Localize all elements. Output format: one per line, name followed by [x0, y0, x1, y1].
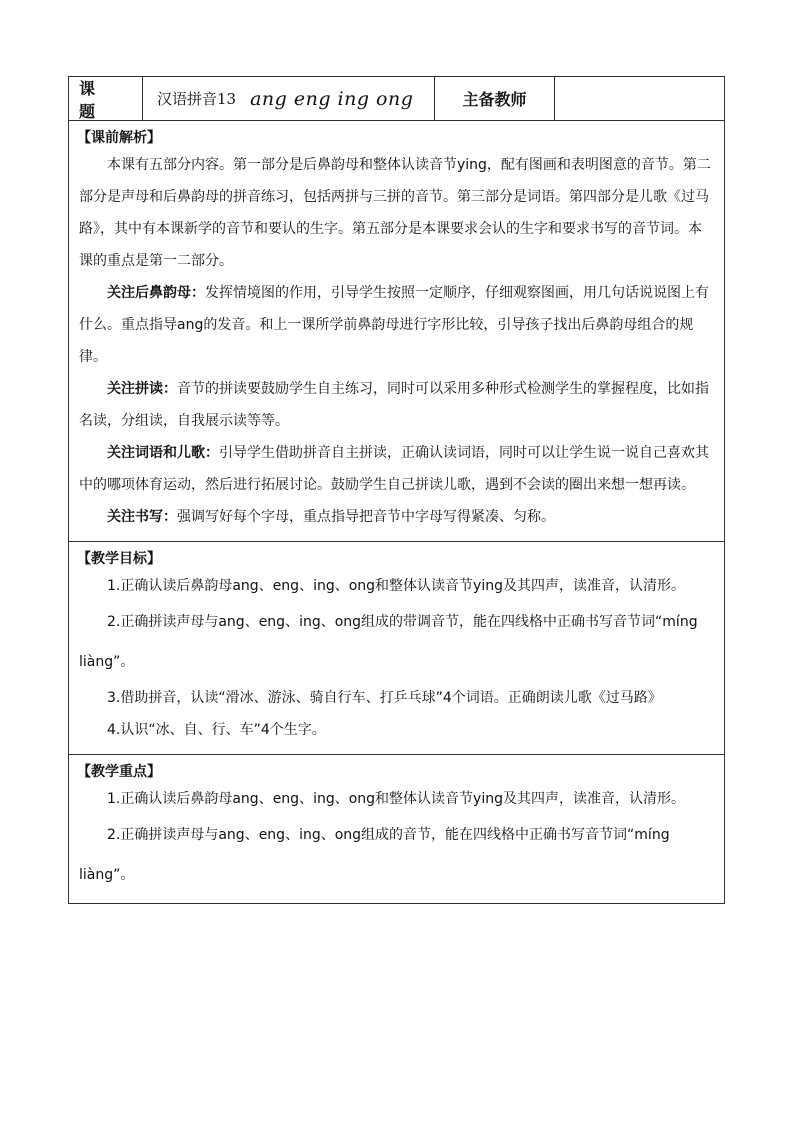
analysis-paragraph: [79, 373, 714, 437]
goals-title: 【教学目标】: [77, 551, 161, 567]
analysis-paragraph: 本课有五部分内容。第一部分是后鼻韵母和整体认读音节ying，配有图画和表明图意的音节。第二部分是声母和后鼻韵母的拼音练习，包括两拼与三拼的音节。第三部分是词语。第四部分是儿歌《过马路》，其中有本课新学的音节和要认的生字。第五部分是本课要求会认的生字和要求书写的音节词。本课的重点是第一二部分。: [79, 157, 711, 269]
paragraph-body: 强调写好每个字母，重点指导把音节中字母写得紧凑、匀称。: [177, 509, 555, 525]
goal-item: 2.正确拼读声母与ang、eng、ing、ong组成的带调音节，能在四线格中正确书写音节词“míng liàng”。: [79, 614, 698, 670]
key-point-item: 1.正确认读后鼻韵母ang、eng、ing、ong和整体认读音节ying及其四声，读准音，认清形。: [107, 791, 685, 807]
analysis-paragraph: [79, 437, 714, 501]
key-points-title: 【教学重点】: [77, 764, 161, 780]
subject-label: 课 题: [69, 77, 143, 120]
goal-item: 3.借助拼音，认读“滑冰、游泳、骑自行车、打乒乓球”4个词语。正确朗读儿歌《过马路》: [107, 690, 662, 706]
teacher-label: 主备教师: [435, 77, 555, 120]
lesson-title: [143, 77, 435, 120]
paragraph-lead: 关注后鼻韵母：: [107, 285, 205, 301]
header-row: [69, 77, 724, 121]
goal-item: 1.正确认读后鼻韵母ang、eng、ing、ong和整体认读音节ying及其四声，读准音，认清形。: [107, 578, 685, 594]
paragraph-body: 引导学生借助拼音自主拼读，正确认读词语，同时可以让学生说一说自己喜欢其中的哪项体育运动，然后进行拓展讨论。鼓励学生自己拼读儿歌，遇到不会读的圈出来想一想再读。: [79, 445, 709, 493]
goal-item: 4.认识“冰、自、行、车”4个生字。: [107, 722, 326, 738]
key-points-section: [69, 755, 724, 903]
paragraph-lead: 关注词语和儿歌：: [107, 445, 219, 461]
analysis-section: [69, 121, 724, 542]
analysis-title: 【课前解析】: [77, 130, 161, 146]
teacher-value: [555, 77, 724, 120]
paragraph-body: 发挥情境图的作用，引导学生按照一定顺序，仔细观察图画，用几句话说说图上有什么。重点指导ang的发音。和上一课所学前鼻韵母进行字形比较，引导孩子找出后鼻韵母组合的规律。: [79, 285, 709, 365]
lesson-title-cn: 汉语拼音13: [157, 90, 237, 108]
goals-section: [69, 542, 724, 755]
paragraph-lead: 关注拼读：: [107, 381, 177, 397]
key-point-item: 2.正确拼读声母与ang、eng、ing、ong组成的音节，能在四线格中正确书写音节词“míng liàng”。: [79, 827, 670, 883]
analysis-paragraph: [79, 501, 714, 533]
lesson-plan-table: [68, 76, 725, 904]
paragraph-body: 音节的拼读要鼓励学生自主练习，同时可以采用多种形式检测学生的掌握程度，比如指名读，分组读，自我展示读等等。: [79, 381, 709, 429]
analysis-paragraph: [79, 277, 714, 373]
paragraph-lead: 关注书写：: [107, 509, 177, 525]
lesson-title-pinyin: ang eng ing ong: [250, 87, 414, 110]
